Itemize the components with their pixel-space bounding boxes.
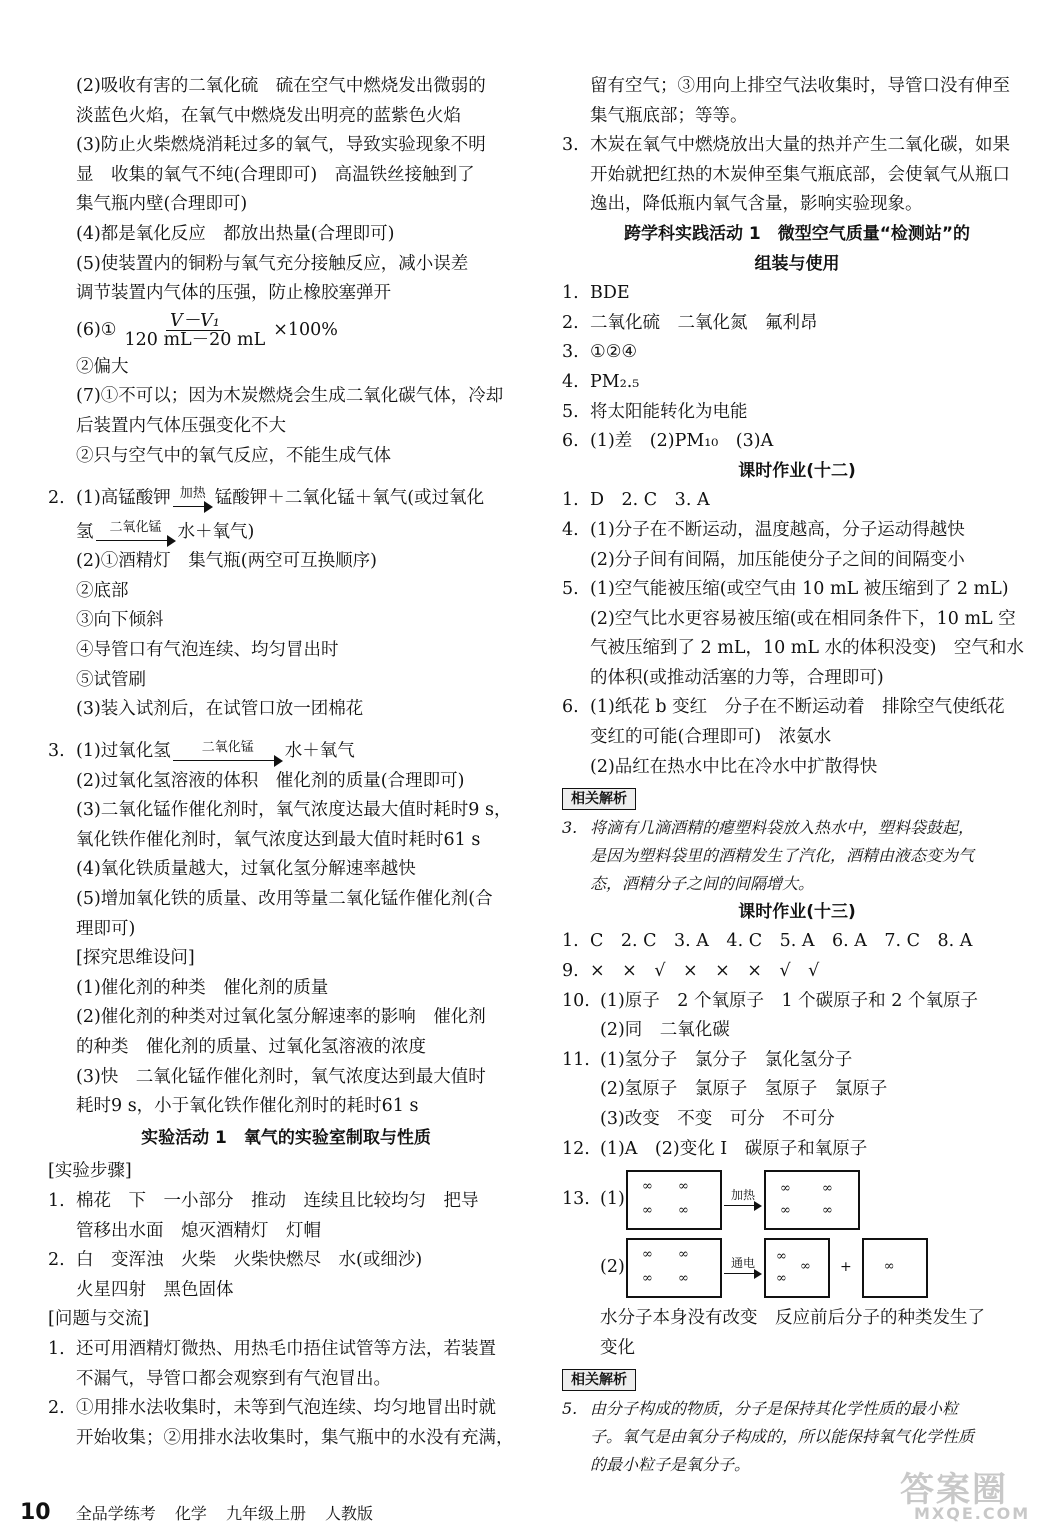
molecule-icon: ∞	[642, 1271, 650, 1287]
analysis-note-13: 5. 由分子构成的物质，分子是保持其化学性质的最小粒 子。氧气是由氧分子构成的，所以能保持氧气化学性质 的最小粒子是氧分子。	[562, 1398, 975, 1474]
question-2: 2. (1)高锰酸钾 加热 锰酸钾＋二氧化锰＋氧气(或过氧化 氢 二氧化锰 水＋氧气) (2)①酒精灯 集气瓶(两空可互换顺序) ②底部 ③向下倾斜 ④导管口有气泡连续、均匀冒出时 ⑤试管刷 (3)装入试剂后，在试管口放一团棉花	[48, 486, 485, 720]
right-column: 留有空气；③用向上排空气法收集时，导管口没有伸至 集气瓶底部；等等。 3. 木炭在氧气中燃烧放出大量的热并产生二氧化碳，如果 开始就把红热的木炭伸至集气瓶底部，会使氧气从瓶口 逸出，降低瓶内氧气含量，影响实验现象。 跨学科实践活动 1 微型空气质量“检测站”的 组装与使用 1. BDE 2. 二氧化硫 二氧化氮 氟利昂 3. ①②④ 4. PM₂.₅ 5. 将太阳能转化为电能 6. (1)差 (2)PM₁₀ (3)A 课时作业(十二) 1. D 2. C 3. A 4. (1)分子在不断运动，温度越高，分子运动得越快 (2)分子间有间隔，加压能使分子之间的间隔变小 5. (1)空气能被压缩(或空气由 10 mL 被压缩到了 2 mL) (2)空气比水更容易被压缩(或在相同条件下，10 mL 空 气被压缩到了 2 mL，10 mL 水的体积没变) 空气和水 的体积(或推动活塞的力等，合理即可) 6. (1)纸花 b 变红 分子在不断运动着 排除空气使纸花 变红的可能(合理即可) 浓氨水 (2)品红在热水中比在冷水中扩散得快 相关解析 3. 将滴有几滴酒精的瘪塑料袋放入热水中，塑料袋鼓起， 是因为塑料袋里的酒精发生了汽化，酒精由液态变为气 态，酒精分子之间的间隔增大。 课时作业(十三) 1. C 2. C 3. A 4. C 5. A 6. A 7. C 8. A 9. × × √ × × × √ √ 10. (1)原子 2 个氧原子 1 个碳原子和 2 个氧原子 (2)同 二氧化碳 11. (1)氢分子 氯分子 氯化氢分子 (2)氢原子 氯原子 氢原子 氯原子 (3)改变 不变 可分 不可分 12. (1)A (2)变化 I 碳原子和氧原子 13. (1) ∞ ∞ ∞ ∞ 加热 ∞ ∞ ∞ ∞ (2) ∞ ∞ ∞ ∞ 通电 ∞ ∞ ∞ + ∞ 水分子本身没有改变 反应前后分子的种类发生了 变化 相关解析 5. 由分子构成的物质，分子是保持其化学性质的最小粒 子。氧气是由氧分子构成的，所以能保持氧气化学性质 的最小粒子是氧分子。	[562, 72, 1032, 1479]
qa-label: [问题与交流]	[48, 1309, 150, 1330]
section-title-cross-1: 跨学科实践活动 1 微型空气质量“检测站”的	[623, 223, 971, 244]
molecule-icon: ∞	[642, 1179, 650, 1195]
q1-part4: (4)都是氧化反应 都放出热量(合理即可)	[76, 223, 395, 244]
qa-2: 2. ①用排水法收集时，未等到气泡连续、均匀地冒出时就 开始收集；②用排水法收集时，集气瓶中的水没有充满，	[48, 1398, 514, 1448]
molecule-icon: ∞	[883, 1259, 892, 1275]
analysis-badge: 相关解析	[562, 1369, 636, 1391]
list-item: 3. ①②④	[562, 342, 638, 363]
molecule-icon: ∞	[780, 1203, 788, 1219]
edition: 人教版	[325, 1504, 374, 1523]
list-item: 2. 二氧化硫 二氧化氮 氟利昂	[562, 312, 818, 333]
reaction-arrow: 加热	[724, 1189, 762, 1211]
q1-part3: (3)防止火柴燃烧消耗过多的氧气，导致实验现象不明 显 收集的氧气不纯(合理即可) 高温铁丝接触到了 集气瓶内壁(合理即可)	[76, 135, 486, 215]
step-1: 1. 棉花 下 一小部分 推动 连续且比较均匀 把导 管移出水面 熄灭酒精灯 灯帽	[48, 1191, 479, 1241]
section-title-hw12: 课时作业(十二)	[738, 460, 856, 481]
diagram-box	[626, 1170, 722, 1230]
step-2: 2. 白 变浑浊 火柴 火柴快燃尽 水(或细沙) 火星四射 黑色固体	[48, 1250, 423, 1300]
diagram-box	[764, 1170, 860, 1230]
right-q3: 3. 木炭在氧气中燃烧放出大量的热并产生二氧化碳，如果 开始就把红热的木炭伸至集气瓶底部，会使氧气从瓶口 逸出，降低瓶内氧气含量，影响实验现象。	[562, 135, 1010, 215]
reaction-arrow: 二氧化锰	[96, 521, 176, 547]
analysis-note-12: 3. 将滴有几滴酒精的瘪塑料袋放入热水中，塑料袋鼓起， 是因为塑料袋里的酒精发生了汽化，酒精由液态变为气 态，酒精分子之间的间隔增大。	[562, 817, 975, 893]
molecule-icon: ∞	[678, 1203, 686, 1219]
q1-part2: (2)吸收有害的二氧化硫 硫在空气中燃烧发出微弱的 淡蓝色火焰，在氧气中燃烧发出明亮的蓝紫色火焰	[76, 76, 486, 126]
reaction-arrow: 加热	[173, 487, 213, 513]
left-column	[48, 72, 524, 1453]
list-item: 4. PM₂.₅	[562, 371, 640, 392]
reaction-arrow: 通电	[724, 1257, 762, 1279]
q1-part5: (5)使装置内的铜粉与氧气充分接触反应，减小误差 调节装置内气体的压强，防止橡胶塞弹开	[76, 253, 469, 304]
qa-1: 1. 还可用酒精灯微热、用热毛巾捂住试管等方法，若装置 不漏气，导管口都会观察到有气泡冒出。	[48, 1338, 496, 1389]
molecule-icon: ∞	[678, 1179, 686, 1195]
series-name: 全品学练考	[75, 1504, 156, 1523]
molecule-icon: ∞	[780, 1181, 788, 1197]
page-number: 10	[20, 1500, 51, 1525]
list-item: 1. BDE	[562, 283, 630, 304]
subject: 化学	[174, 1504, 207, 1523]
diagram-box	[862, 1238, 928, 1298]
q1-part7: (7)①不可以；因为木炭燃烧会生成二氧化碳气体，冷却 后装置内气体压强变化不大 ②只与空气中的氧气反应，不能生成气体	[76, 386, 504, 466]
list-item: 6. (1)差 (2)PM₁₀ (3)A	[562, 431, 774, 452]
molecule-diagram-2: (2) ∞ ∞ ∞ ∞ 通电 ∞ ∞ ∞ + ∞	[562, 1236, 1032, 1300]
fraction: $\frac{\text{V－V₁}}{120 mL-20 mL}$	[124, 311, 266, 351]
molecule-icon: ∞	[776, 1271, 784, 1287]
q1-part6b: ②偏大	[76, 356, 129, 377]
molecule-icon: ∞	[642, 1203, 650, 1219]
diagram-box	[764, 1238, 830, 1298]
section-title-hw13: 课时作业(十三)	[738, 901, 856, 922]
steps-label: [实验步骤]	[48, 1161, 132, 1182]
molecule-icon: ∞	[822, 1203, 830, 1219]
molecule-icon: ∞	[776, 1249, 784, 1265]
plus-sign: +	[840, 1259, 852, 1276]
molecule-icon: ∞	[800, 1259, 808, 1275]
molecule-icon: ∞	[822, 1181, 830, 1197]
grade: 九年级上册	[225, 1504, 306, 1523]
diagram-box	[626, 1238, 722, 1298]
q1-part6-formula: (6)① $\frac{\text{V－V₁}}{120 mL-20 mL}$ ×100%	[76, 311, 338, 351]
molecule-icon: ∞	[642, 1247, 650, 1263]
section-title-lab: 实验活动 1 氧气的实验室制取与性质	[141, 1127, 431, 1148]
molecule-diagram-1: 13. (1) ∞ ∞ ∞ ∞ 加热 ∞ ∞ ∞ ∞	[562, 1168, 1032, 1232]
question-3: 3. (1)过氧化氢 二氧化锰 水＋氧气 (2)过氧化氢溶液的体积 催化剂的质量(合理即可) (3)二氧化锰作催化剂时，氧气浓度达最大值时耗时9 s， 氧化铁作催化剂时，氧气浓度达到最大值时耗时61 s (4)氧化铁质量越大，过氧化氢分解速率越快 (5)增加氧化铁的质量、改用等量二氧化锰作催化剂(合 理即可) [探究思维设问] (1)催化剂的种类 催化剂的质量 (2)催化剂的种类对过氧化氢分解速率的影响 催化剂 的种类 催化剂的质量、过氧化氢溶液的浓度 (3)快 二氧化锰作催化剂时，氧气浓度达到最大值时 耗时9 s，小于氧化铁作催化剂时的耗时61 s	[48, 739, 512, 1117]
section-title-cross-2: 组装与使用	[754, 253, 840, 274]
analysis-badge: 相关解析	[562, 788, 636, 810]
molecule-icon: ∞	[678, 1271, 686, 1287]
molecule-icon: ∞	[678, 1247, 686, 1263]
page-footer	[20, 1500, 387, 1525]
list-item: 5. 将太阳能转化为电能	[562, 401, 748, 422]
reaction-arrow: 二氧化锰	[173, 741, 283, 767]
watermark: 答案圈 MXQE.COM	[900, 1470, 1031, 1523]
